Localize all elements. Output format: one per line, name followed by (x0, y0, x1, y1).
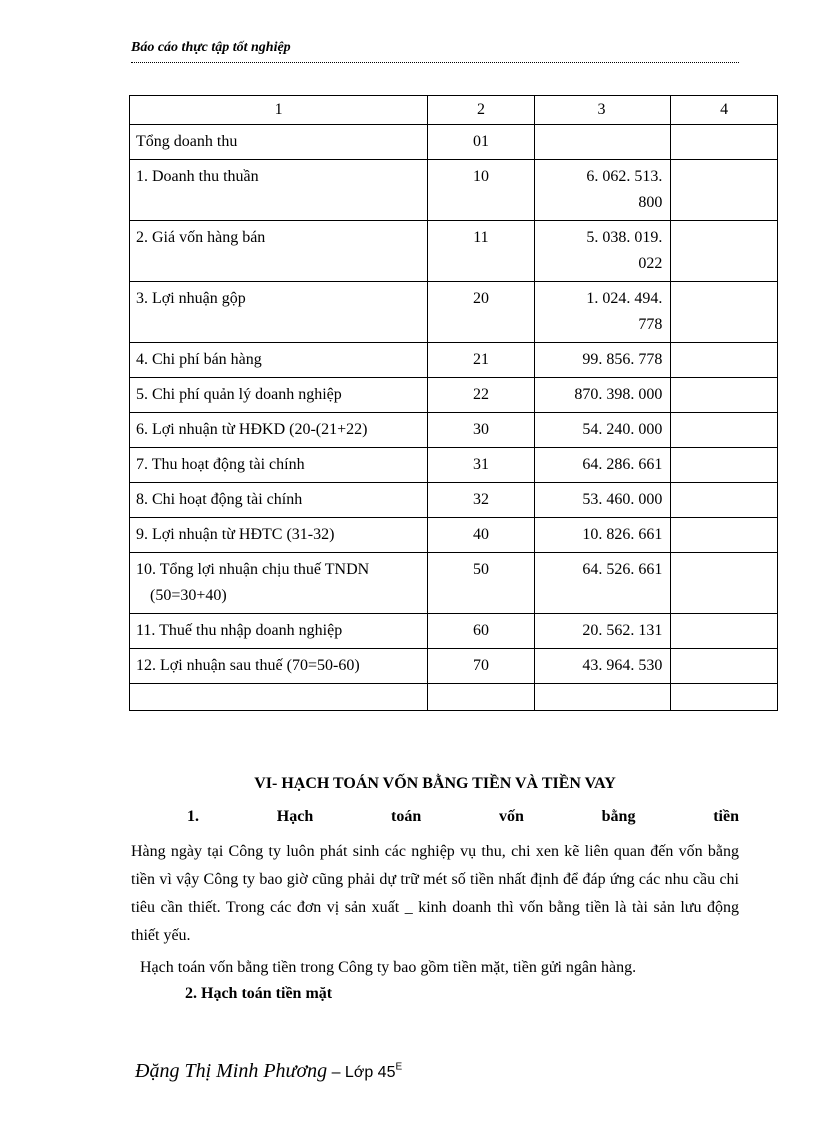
row-value: 54. 240. 000 (534, 413, 671, 448)
row-value-line: 778 (638, 316, 663, 333)
author-name: Đặng Thị Minh Phương (135, 1060, 328, 1082)
class-label: – Lớp 45 (327, 1064, 396, 1081)
row-note (671, 282, 778, 343)
table-row (130, 614, 778, 649)
row-name: 8. Chi hoạt động tài chính (130, 483, 428, 518)
subheading-word: tiền (713, 808, 739, 825)
subheading-word: toán (390, 808, 422, 825)
row-code: 11 (428, 221, 535, 282)
row-name: 1. Doanh thu thuần (130, 160, 428, 221)
paragraph: Hàng ngày tại Công ty luôn phát sinh các nghiệp vụ thu, chi xen kẽ liên quan đến vốn bằng tiền vì vậy Công ty bao giờ cũng phải dự trữ mét số tiền nhất định để đáp ứng các nhu cầu chi tiêu cần thiết. Trong các đơn vị sản xuất _ kinh doanh thì vốn bằng tiền là tài sản lưu động thiết yếu. (131, 843, 739, 944)
class-superscript: E (395, 1061, 403, 1073)
row-name: 11. Thuế thu nhập doanh nghiệp (130, 614, 428, 649)
row-value-line: 5. 038. 019. (586, 229, 663, 246)
subheading-word: bằng (601, 808, 636, 825)
paragraph: Hạch toán vốn bằng tiền trong Công ty bao gồm tiền mặt, tiền gửi ngân hàng. (140, 959, 637, 976)
row-value: 64. 286. 661 (534, 448, 671, 483)
row-name: 7. Thu hoạt động tài chính (130, 448, 428, 483)
row-note (671, 448, 778, 483)
row-value-line: 1. 024. 494. (586, 290, 663, 307)
subheading-1 (131, 808, 739, 826)
row-note (671, 413, 778, 448)
row-value-line: 6. 062. 513. (586, 168, 663, 185)
row-note (671, 614, 778, 649)
subheading-word: 1. (187, 808, 199, 825)
row-name: 2. Giá vốn hàng bán (130, 221, 428, 282)
page-footer (135, 1060, 402, 1083)
row-note (671, 160, 778, 221)
table-row (130, 448, 778, 483)
row-code: 01 (428, 125, 535, 160)
row-value: 64. 526. 661 (534, 553, 671, 614)
row-name-line: 10. Tổng lợi nhuận chịu thuế TNDN (136, 561, 370, 578)
empty-cell (671, 684, 778, 711)
column-header: 4 (671, 96, 778, 125)
column-header: 2 (428, 96, 535, 125)
row-name: 6. Lợi nhuận từ HĐKD (20-(21+22) (130, 413, 428, 448)
row-code: 22 (428, 378, 535, 413)
row-value (534, 125, 671, 160)
row-code: 31 (428, 448, 535, 483)
subheading-word: vốn (498, 808, 524, 825)
header-title: Báo cáo thực tập tốt nghiệp (131, 40, 291, 55)
row-code: 20 (428, 282, 535, 343)
row-note (671, 378, 778, 413)
section-title: VI- HẠCH TOÁN VỐN BẰNG TIỀN VÀ TIỀN VAY (254, 775, 616, 792)
row-code: 32 (428, 483, 535, 518)
row-value: 43. 964. 530 (534, 649, 671, 684)
table-row (130, 221, 778, 282)
table-row (130, 378, 778, 413)
column-header: 1 (130, 96, 428, 125)
row-code: 30 (428, 413, 535, 448)
table-row (130, 518, 778, 553)
row-value (534, 160, 671, 221)
row-value: 53. 460. 000 (534, 483, 671, 518)
page-header (131, 38, 739, 63)
table-row (130, 413, 778, 448)
row-name: 9. Lợi nhuận từ HĐTC (31-32) (130, 518, 428, 553)
row-name: 5. Chi phí quản lý doanh nghiệp (130, 378, 428, 413)
row-note (671, 343, 778, 378)
row-note (671, 221, 778, 282)
table-header-row (130, 96, 778, 125)
row-value: 20. 562. 131 (534, 614, 671, 649)
table-empty-row (130, 684, 778, 711)
row-name: 12. Lợi nhuận sau thuế (70=50-60) (130, 649, 428, 684)
row-note (671, 483, 778, 518)
row-note (671, 518, 778, 553)
row-name: Tổng doanh thu (130, 125, 428, 160)
table-row (130, 553, 778, 614)
subheading-2: 2. Hạch toán tiền mặt (185, 985, 333, 1002)
empty-cell (428, 684, 535, 711)
row-name: 3. Lợi nhuận gộp (130, 282, 428, 343)
row-code: 10 (428, 160, 535, 221)
table-row (130, 160, 778, 221)
row-code: 70 (428, 649, 535, 684)
row-value-line: 800 (638, 194, 663, 211)
row-value-line: 022 (638, 255, 663, 272)
table-row (130, 282, 778, 343)
row-value (534, 282, 671, 343)
table-row (130, 483, 778, 518)
row-note (671, 649, 778, 684)
row-note (671, 125, 778, 160)
subheading-word: Hạch (276, 808, 314, 825)
table-row (130, 343, 778, 378)
row-value: 10. 826. 661 (534, 518, 671, 553)
income-statement-table (129, 95, 778, 711)
row-name-line: (50=30+40) (150, 587, 227, 604)
table-row (130, 649, 778, 684)
row-code: 50 (428, 553, 535, 614)
table-row (130, 125, 778, 160)
row-code: 40 (428, 518, 535, 553)
row-value (534, 221, 671, 282)
row-code: 60 (428, 614, 535, 649)
row-name (130, 553, 428, 614)
row-value: 99. 856. 778 (534, 343, 671, 378)
empty-cell (130, 684, 428, 711)
row-name: 4. Chi phí bán hàng (130, 343, 428, 378)
row-code: 21 (428, 343, 535, 378)
column-header: 3 (534, 96, 671, 125)
row-value: 870. 398. 000 (534, 378, 671, 413)
row-note (671, 553, 778, 614)
empty-cell (534, 684, 671, 711)
